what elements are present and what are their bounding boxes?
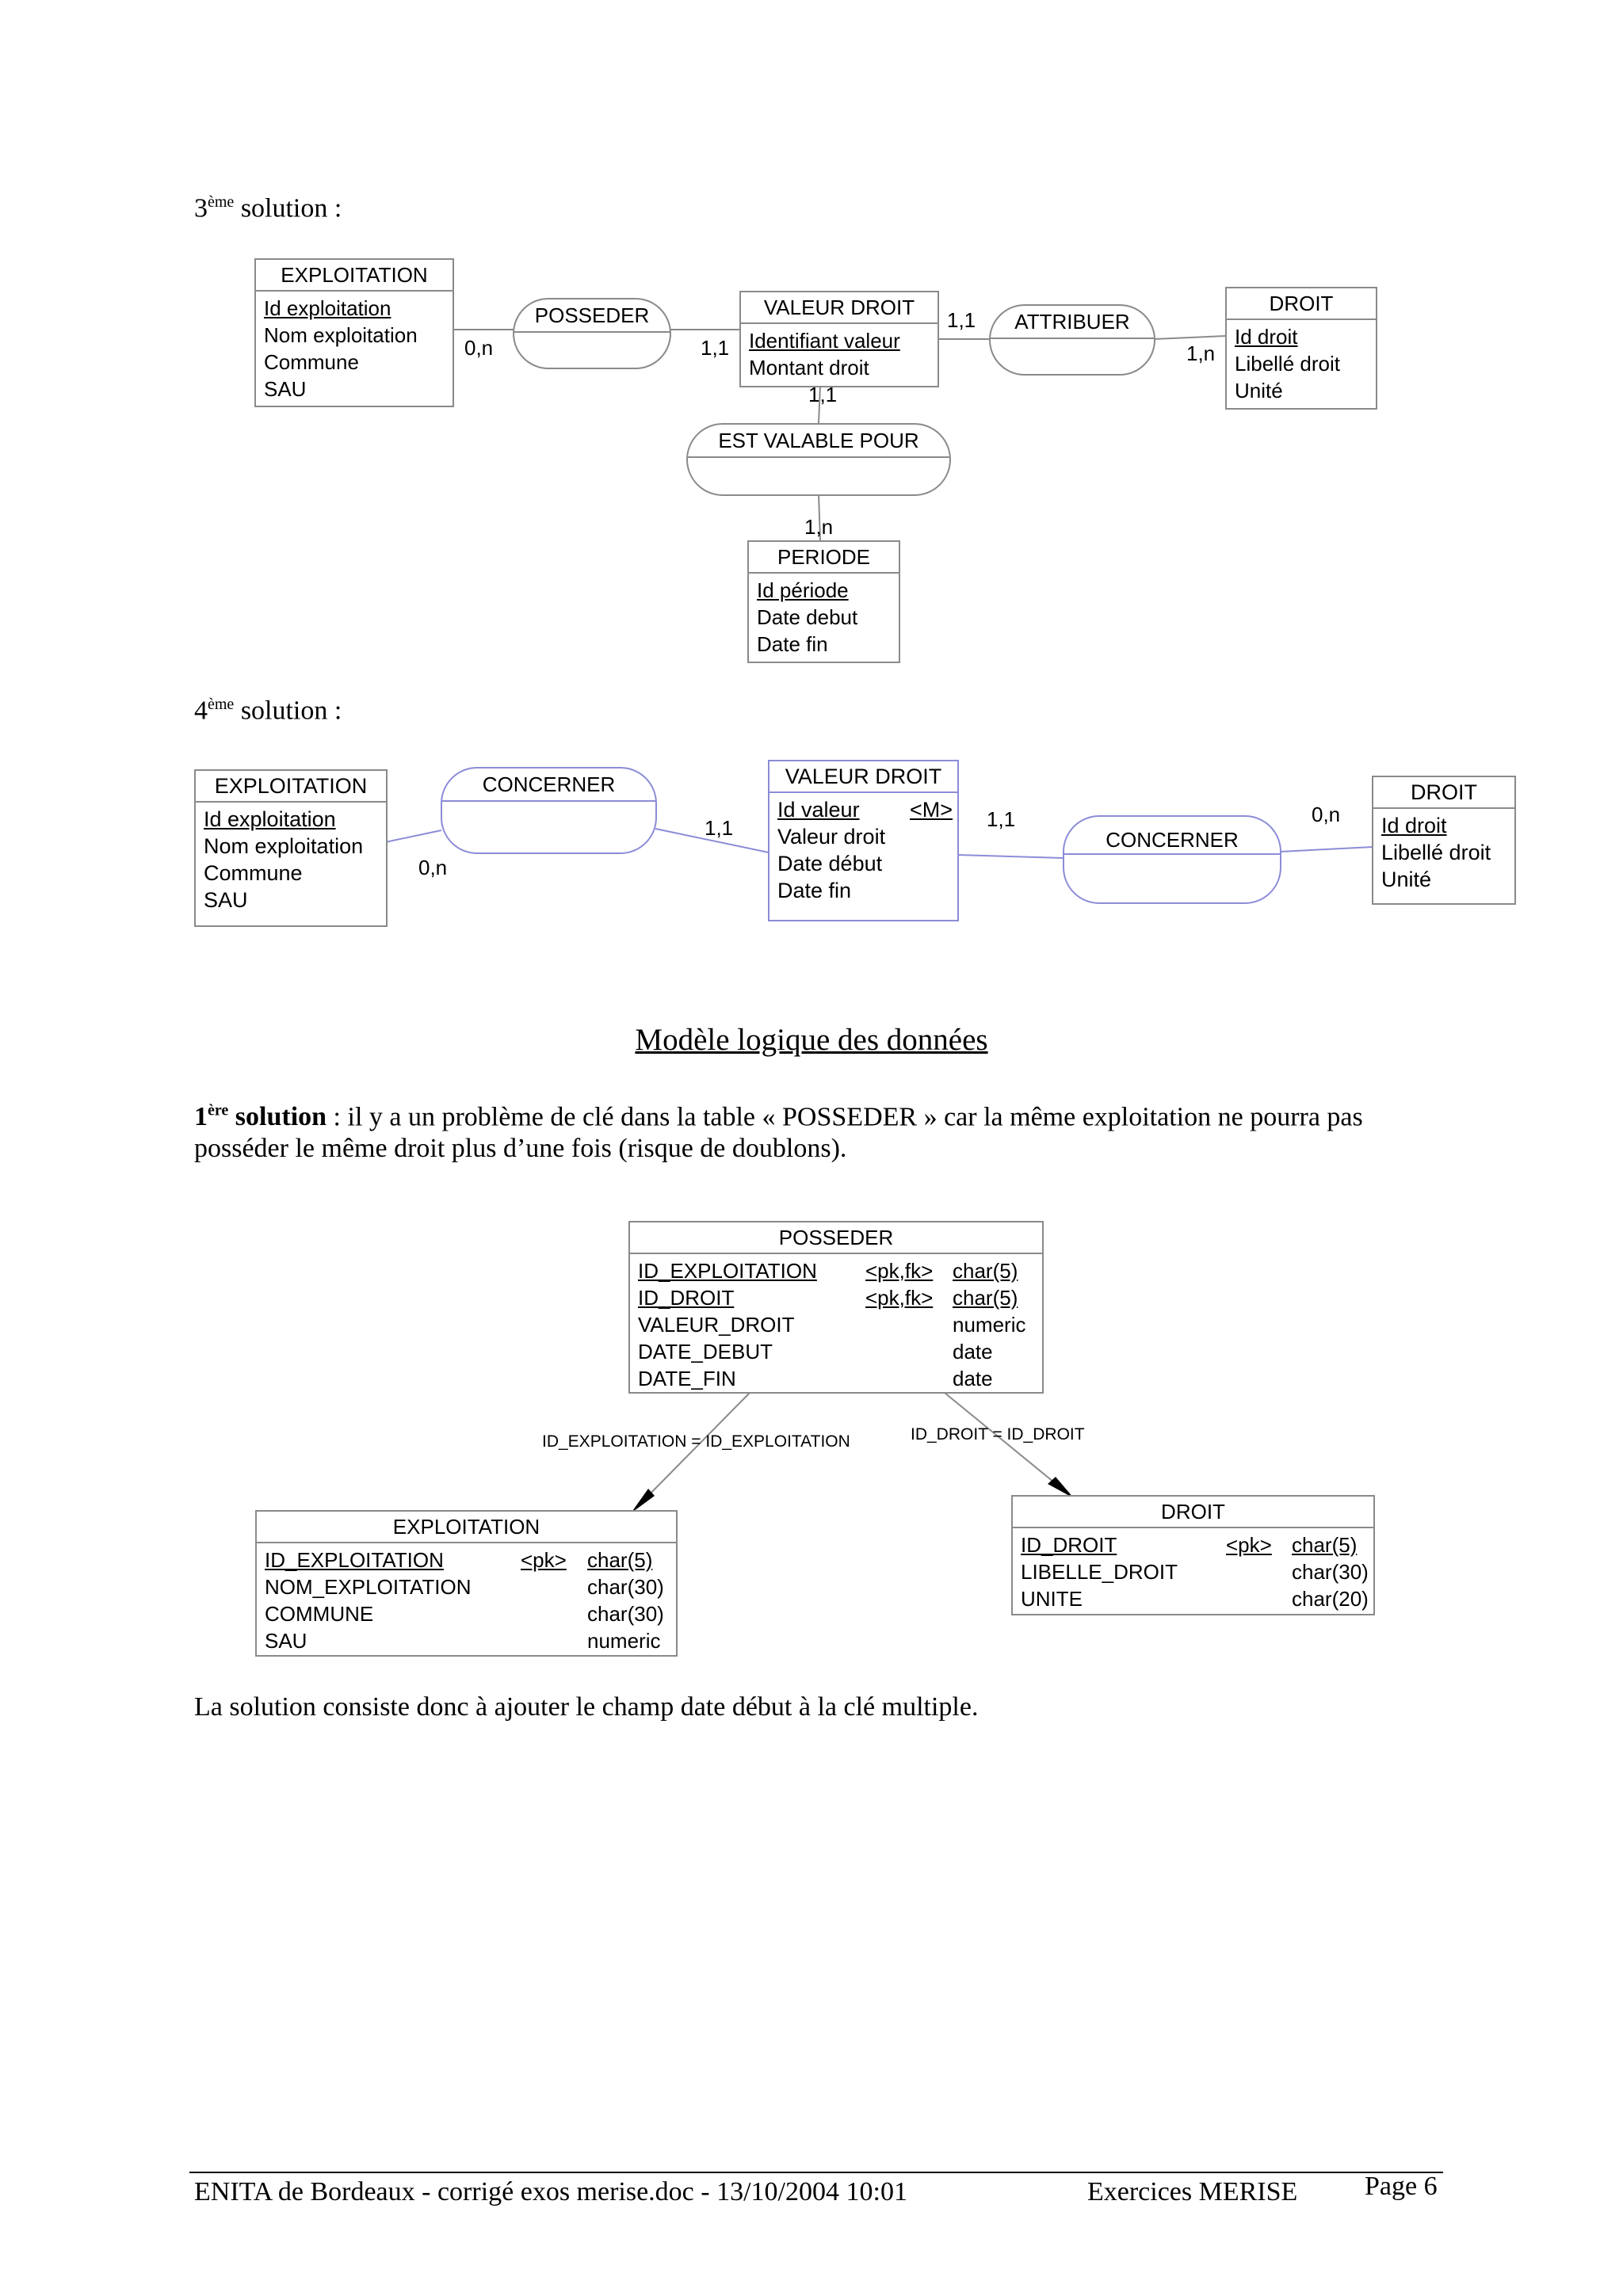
entity-title: VALEUR DROIT (741, 292, 938, 324)
sol1-label: solution (228, 1102, 327, 1132)
column-type: numeric (953, 1313, 1026, 1337)
entity-attr: Date fin (757, 632, 828, 656)
entity-attr: Valeur droit (777, 825, 886, 849)
entity-periode (747, 540, 900, 663)
identifier-marker: <M> (909, 798, 953, 822)
entity-attr: Date début (777, 852, 883, 875)
column-name: UNITE (1021, 1587, 1083, 1611)
entity-attr: Id période (757, 578, 849, 602)
line4-expl-concerner (385, 830, 441, 842)
heading-sol3-rest: solution : (234, 193, 342, 223)
entity-title: VALEUR DROIT (769, 761, 957, 793)
sol1-paragraph (194, 1095, 1462, 1165)
column-name: ID_EXPLOITATION (265, 1548, 444, 1572)
entity-attr: Date debut (757, 605, 858, 629)
column-key: <pk,fk> (865, 1259, 934, 1283)
entity-attr: SAU (264, 377, 307, 401)
footer-left: ENITA de Bordeaux - corrigé exos merise.doc - 13/10/2004 10:01 (194, 2177, 907, 2206)
column-key: <pk,fk> (865, 1286, 934, 1310)
heading-sol4-sup: ème (208, 696, 235, 713)
sol1-num: 1 (194, 1102, 208, 1132)
table-row (638, 1284, 1034, 1311)
column-type: char(30) (587, 1575, 664, 1599)
heading-sol3-sup: ème (208, 193, 235, 211)
cardinality: 0,n (418, 856, 448, 879)
conclusion-paragraph: La solution consiste donc à ajouter le champ date début à la clé multiple. (194, 1692, 979, 1722)
column-key: <pk> (521, 1548, 567, 1572)
entity-title: PERIODE (749, 542, 899, 574)
table-droit (1011, 1495, 1375, 1615)
table-title: DROIT (1013, 1497, 1373, 1528)
heading-sol4-num: 4 (194, 696, 208, 726)
footer-rule (189, 2172, 1443, 2173)
heading-sol3-num: 3 (194, 193, 208, 223)
relation-title: CONCERNER (442, 769, 655, 802)
column-type: char(5) (587, 1548, 653, 1572)
column-name: COMMUNE (265, 1602, 374, 1626)
footer-center: Exercices MERISE (1087, 2177, 1298, 2206)
entity-attr: Commune (204, 861, 303, 885)
column-type: char(30) (587, 1602, 664, 1626)
column-name: LIBELLE_DROIT (1021, 1560, 1178, 1584)
table-row (638, 1365, 1034, 1392)
sol1-text: : il y a un problème de clé dans la table « POSSEDER » car la même exploitation ne pourra pas (327, 1102, 1363, 1132)
entity-attr: Unité (1235, 379, 1283, 402)
section-title: Modèle logique des données (635, 1023, 988, 1057)
relation-title: CONCERNER (1064, 817, 1280, 855)
entity-droit-4 (1372, 776, 1516, 905)
column-name: DATE_DEBUT (638, 1340, 773, 1363)
sol1-sup: ère (208, 1102, 229, 1119)
heading-sol3 (194, 193, 342, 223)
cardinality: 0,n (464, 336, 494, 360)
entity-attr: Nom exploitation (264, 323, 418, 347)
table-row (1021, 1585, 1369, 1612)
entity-droit-3 (1225, 287, 1377, 410)
cardinality: 1,1 (705, 816, 734, 840)
relation-title: ATTRIBUER (991, 306, 1154, 339)
entity-title: EXPLOITATION (196, 771, 386, 803)
column-type: date (953, 1340, 993, 1363)
relation-concerner-1 (441, 767, 657, 854)
cardinality: 1,1 (808, 383, 838, 406)
table-row (638, 1338, 1034, 1365)
entity-valeur-droit-3 (739, 291, 939, 387)
heading-sol4-rest: solution : (234, 696, 342, 726)
cardinality: 1,n (804, 515, 834, 539)
column-type: char(5) (1292, 1533, 1358, 1557)
cardinality: 1,1 (947, 308, 976, 332)
cardinality: 1,n (1186, 341, 1216, 365)
footer-page-number: Page 6 (1365, 2172, 1438, 2201)
heading-sol4 (194, 696, 342, 726)
cardinality: 0,n (1312, 803, 1341, 826)
table-posseder (628, 1221, 1044, 1394)
column-key: <pk> (1226, 1533, 1272, 1557)
relation-attribuer-3 (989, 304, 1155, 376)
entity-title: DROIT (1373, 777, 1514, 809)
entity-title: EXPLOITATION (256, 260, 453, 292)
entity-attr: Id exploitation (264, 296, 391, 320)
entity-exploitation-4 (194, 769, 388, 927)
relation-posseder-3 (513, 298, 671, 369)
entity-valeur-droit-4 (768, 760, 959, 921)
column-name: SAU (265, 1629, 307, 1653)
line4-valeur-concerner (957, 855, 1064, 858)
entity-attr: Libellé droit (1381, 841, 1491, 864)
column-name: DATE_FIN (638, 1367, 736, 1390)
table-exploitation (255, 1510, 678, 1657)
column-type: date (953, 1367, 993, 1390)
link-label-exploitation: ID_EXPLOITATION = ID_EXPLOITATION (542, 1432, 850, 1451)
relation-title: EST VALABLE POUR (688, 425, 949, 458)
entity-attr: Commune (264, 350, 359, 374)
sol1-text-line2: posséder le même droit plus d’une fois (risque de doublons). (194, 1134, 847, 1164)
table-row (638, 1257, 1034, 1284)
column-type: char(20) (1292, 1587, 1369, 1611)
cardinality: 1,1 (987, 807, 1016, 831)
table-row (265, 1547, 668, 1573)
table-title: POSSEDER (630, 1222, 1042, 1254)
relation-est-valable-pour (686, 423, 951, 496)
entity-attr: Date fin (777, 879, 852, 902)
column-type: char(30) (1292, 1560, 1369, 1584)
entity-attr: Id exploitation (204, 807, 336, 831)
entity-attr: Identifiant valeur (749, 329, 900, 353)
table-row (1021, 1558, 1369, 1585)
entity-title: DROIT (1227, 288, 1376, 320)
entity-attr: Libellé droit (1235, 352, 1340, 376)
table-row (1021, 1531, 1365, 1558)
table-row (265, 1627, 668, 1654)
table-row (265, 1600, 668, 1627)
column-type: numeric (587, 1629, 661, 1653)
line4-concerner-droit (1280, 847, 1373, 852)
cardinality: 1,1 (701, 336, 730, 360)
line-attribuer-droit (1154, 336, 1226, 339)
entity-exploitation-3 (254, 258, 454, 407)
column-name: ID_DROIT (1021, 1533, 1117, 1557)
table-row (638, 1311, 1034, 1338)
entity-attr: Nom exploitation (204, 834, 364, 858)
column-name: ID_EXPLOITATION (638, 1259, 817, 1283)
column-name: VALEUR_DROIT (638, 1313, 795, 1337)
column-name: NOM_EXPLOITATION (265, 1575, 472, 1599)
link-label-droit: ID_DROIT = ID_DROIT (911, 1425, 1085, 1444)
entity-attr: Id valeur (777, 798, 860, 822)
table-title: EXPLOITATION (257, 1512, 676, 1543)
column-name: ID_DROIT (638, 1286, 735, 1310)
relation-concerner-2 (1063, 815, 1281, 904)
entity-attr: Montant droit (749, 356, 869, 379)
column-type: char(5) (953, 1259, 1018, 1283)
entity-attr: Id droit (1381, 814, 1447, 837)
column-type: char(5) (953, 1286, 1018, 1310)
entity-attr: Unité (1381, 868, 1432, 891)
entity-attr: Id droit (1235, 325, 1298, 349)
relation-title: POSSEDER (514, 299, 670, 333)
entity-attr: SAU (204, 888, 248, 912)
table-row (265, 1573, 668, 1600)
